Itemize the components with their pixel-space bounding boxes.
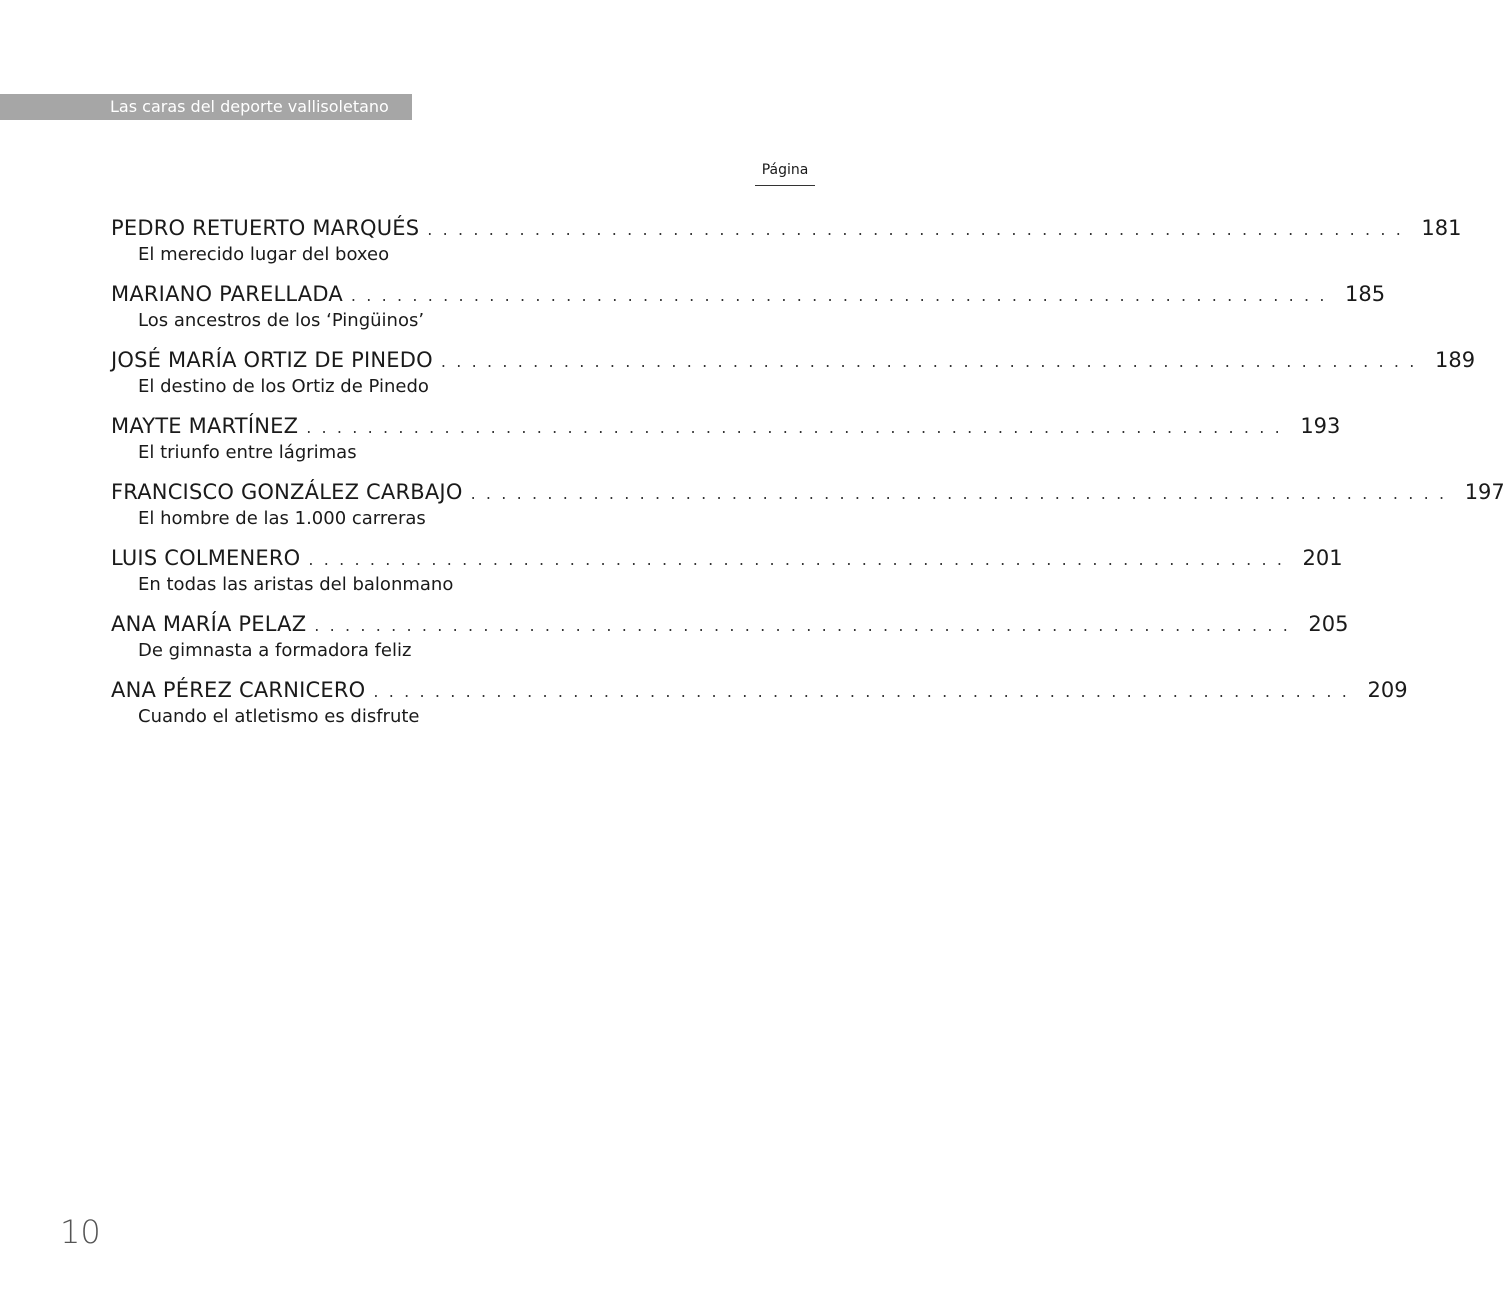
dot-leader: . . . . . . . . . . . . . . . . . . . . . . . . . . . . . . . . . . . . . . . . . . . . . . . . . . . . . . . . . . . . . . . . [308, 550, 1285, 569]
dot-leader: . . . . . . . . . . . . . . . . . . . . . . . . . . . . . . . . . . . . . . . . . . . . . . . . . . . . . . . . . . . . . . . . [427, 220, 1404, 239]
dot-leader: . . . . . . . . . . . . . . . . . . . . . . . . . . . . . . . . . . . . . . . . . . . . . . . . . . . . . . . . . . . . . . . . [314, 616, 1291, 635]
toc-entry[interactable] [111, 212, 1462, 278]
header-band [0, 94, 412, 120]
page-column-label: Página [755, 160, 815, 186]
entry-subtitle: Los ancestros de los ‘Pingüinos’ [138, 310, 425, 331]
dot-leader: . . . . . . . . . . . . . . . . . . . . . . . . . . . . . . . . . . . . . . . . . . . . . . . . . . . . . . . . . . . . . . . . [440, 352, 1417, 371]
entry-name: MARIANO PARELLADA [111, 282, 343, 306]
entry-page-number: 209 [1367, 678, 1408, 702]
entry-page-number: 185 [1345, 282, 1386, 306]
entry-name: PEDRO RETUERTO MARQUÉS [111, 216, 420, 240]
entry-subtitle: En todas las aristas del balonmano [138, 574, 454, 595]
toc-entry[interactable] [111, 542, 1343, 608]
dot-leader: . . . . . . . . . . . . . . . . . . . . . . . . . . . . . . . . . . . . . . . . . . . . . . . . . . . . . . . . . . . . . . . . [470, 484, 1447, 503]
entry-name: LUIS COLMENERO [111, 546, 301, 570]
toc-entry[interactable] [111, 344, 1476, 410]
toc-entry[interactable] [111, 608, 1349, 674]
entry-name: JOSÉ MARÍA ORTIZ DE PINEDO [111, 348, 433, 372]
entry-subtitle: El hombre de las 1.000 carreras [138, 508, 426, 529]
entry-page-number: 181 [1421, 216, 1462, 240]
entry-subtitle: El destino de los Ortiz de Pinedo [138, 376, 429, 397]
toc-entry[interactable] [111, 476, 1505, 542]
dot-leader: . . . . . . . . . . . . . . . . . . . . . . . . . . . . . . . . . . . . . . . . . . . . . . . . . . . . . . . . . . . . . . . . [306, 418, 1283, 437]
page-number: 10 [60, 1213, 101, 1251]
entry-subtitle: De gimnasta a formadora feliz [138, 640, 412, 661]
entry-subtitle: El triunfo entre lágrimas [138, 442, 357, 463]
entry-name: FRANCISCO GONZÁLEZ CARBAJO [111, 480, 463, 504]
entry-page-number: 197 [1464, 480, 1505, 504]
toc-entry[interactable] [111, 674, 1408, 740]
toc-entry[interactable] [111, 410, 1341, 476]
entry-name: MAYTE MARTÍNEZ [111, 414, 299, 438]
dot-leader: . . . . . . . . . . . . . . . . . . . . . . . . . . . . . . . . . . . . . . . . . . . . . . . . . . . . . . . . . . . . . . . . [373, 682, 1350, 701]
entry-page-number: 193 [1300, 414, 1341, 438]
dot-leader: . . . . . . . . . . . . . . . . . . . . . . . . . . . . . . . . . . . . . . . . . . . . . . . . . . . . . . . . . . . . . . . . [350, 286, 1328, 305]
entry-page-number: 205 [1308, 612, 1349, 636]
entry-name: ANA MARÍA PELAZ [111, 612, 307, 636]
entry-name: ANA PÉREZ CARNICERO [111, 678, 366, 702]
entry-page-number: 189 [1434, 348, 1476, 372]
book-title: Las caras del deporte vallisoletano [110, 97, 389, 116]
entry-page-number: 201 [1302, 546, 1343, 570]
toc-entry[interactable] [111, 278, 1386, 344]
entry-subtitle: Cuando el atletismo es disfrute [138, 706, 420, 727]
entry-subtitle: El merecido lugar del boxeo [138, 244, 390, 265]
table-of-contents [111, 212, 1505, 740]
